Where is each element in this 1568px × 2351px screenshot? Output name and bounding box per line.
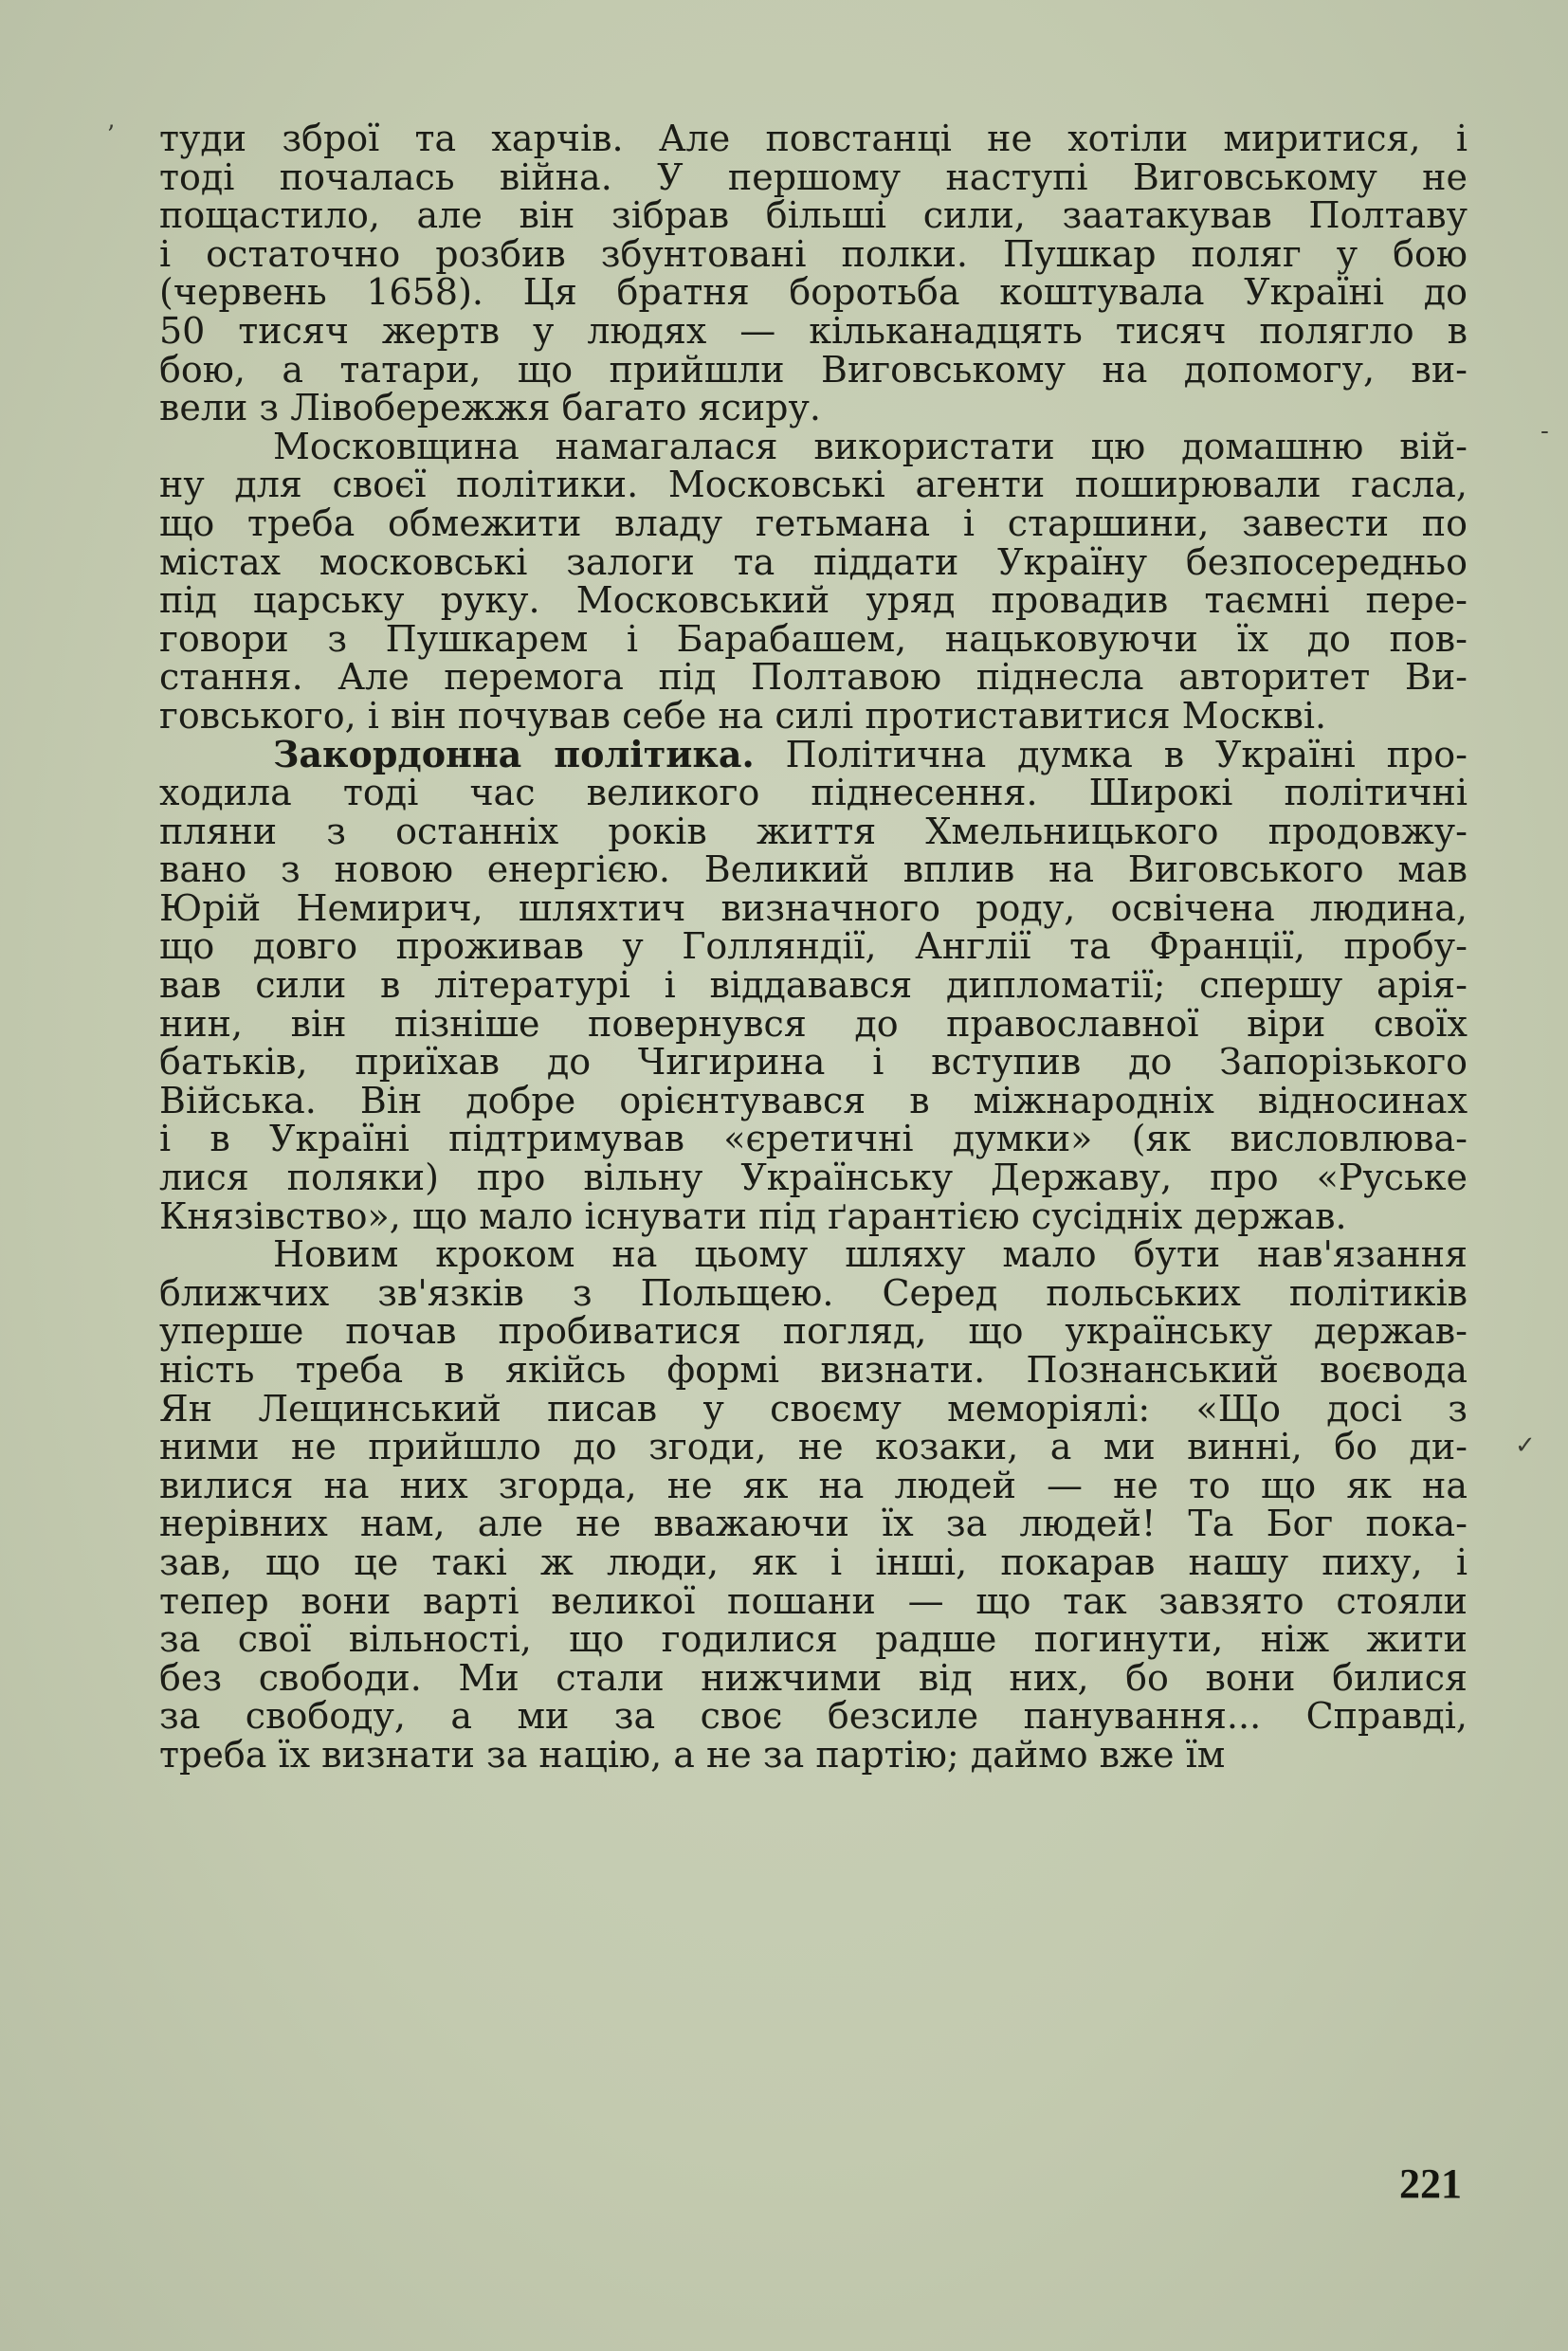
text-line: уперше почав пробиватися погляд, що українську держав- [159,1310,1468,1353]
paragraph [159,119,1468,428]
text-line: Новим кроком на цьому шляху мало бути нав'язання [273,1233,1468,1276]
text-line: ність треба в якійсь формі визнати. Познанський воєвода [159,1349,1468,1391]
text-line: ходила тоді час великого піднесення. Широкі політичні [159,772,1468,814]
text-line: пляни з останніх років життя Хмельницького продовжу- [159,810,1468,852]
text-line: Війська. Він добре орієнтувався в міжнародніх відносинах [159,1079,1468,1121]
text-line: пощастило, але він зібрав більші сили, заатакував Полтаву [159,194,1468,237]
text-line: і в Україні підтримував «єретичні думки» (як висловлюва- [159,1118,1468,1160]
text-line: що треба обмежити владу гетьмана і старшини, завести по [159,501,1468,544]
text-line: Князівство», що мало існувати під ґарантією сусідніх держав. [159,1194,1347,1237]
text-line: ну для своєї політики. Московські агенти поширювали гасла, [159,464,1468,506]
text-line: тепер вони варті великої пошани — що так завзято стояли [159,1579,1468,1622]
text-line: що довго проживав у Голляндії, Англії та Франції, пробу- [159,925,1468,968]
text-line: під царську руку. Московський уряд провадив таємні пере- [159,579,1468,622]
text-line-rest: Політична думка в Україні про- [754,733,1468,775]
text-line: вилися на них згорда, не як на людей — не то що як на [159,1464,1468,1506]
text-line: туди зброї та харчів. Але повстанці не хотіли миритися, і [159,118,1468,159]
text-line: батьків, приїхав до Чигирина і вступив до Запорізького [159,1041,1468,1084]
text-line: ближчих зв'язків з Польщею. Серед польських політиків [159,1271,1468,1314]
text-line: вели з Лівобережжя багато ясиру. [159,387,821,429]
text-line: за свободу, а ми за своє безсиле панування... Справді, [159,1695,1468,1738]
text-line: лися поляки) про вільну Українську Державу, про «Руське [159,1157,1468,1199]
text-line: стання. Але перемога під Полтавою піднесла авторитет Ви- [159,656,1468,699]
text-line: Московщина намагалася використати цю домашню вій- [273,425,1468,467]
paragraph [159,732,1468,1237]
text-line: нерівних нам, але не вважаючи їх за людей! Та Бог пока- [159,1503,1468,1545]
text-line: без свободи. Ми стали нижчими від них, бо вони билися [159,1656,1468,1699]
margin-mark: ✓ [1515,1431,1536,1460]
text-line: 50 тисяч жертв у людях — кільканадцять тисяч полягло в [159,309,1468,352]
text-line: говори з Пушкарем і Барабашем, нацьковуючи їх до пов- [159,617,1468,660]
text-line: Юрій Немирич, шляхтич визначного роду, освічена людина, [159,886,1468,929]
text-line: нин, він пізніше повернувся до православної віри своїх [159,1002,1468,1045]
text-line: містах московські залоги та піддати Україну безпосередньо [159,540,1468,583]
margin-mark: - [1541,417,1549,446]
text-line [159,732,1468,775]
text-line: (червень 1658). Ця братня боротьба коштувала Україні до [159,271,1468,314]
text-line: за свої вільності, що годилися радше погинути, ніж жити [159,1618,1468,1661]
margin-mark: ʼ [106,121,115,150]
text-line: ними не прийшло до згоди, не козаки, а ми винні, бо ди- [159,1426,1468,1468]
text-line: треба їх визнати за націю, а не за партію; даймо вже їм [159,1733,1226,1776]
text-line: і остаточно розбив збунтовані полки. Пушкар поляг у бою [159,232,1468,275]
paragraph [159,1235,1468,1774]
page-number: 221 [1399,2160,1462,2207]
text-line: тоді почалась війна. У першому наступі Виговському не [159,155,1468,198]
text-line: говського, і він почував себе на силі протиставитися Москві. [159,694,1327,737]
text-line: бою, а татари, що прийшли Виговському на допомогу, ви- [159,348,1468,391]
section-heading: Закордонна політика. [273,732,755,775]
text-line: зав, що це такі ж люди, як і інші, покарав нашу пиху, і [159,1540,1468,1583]
body-text [159,119,1468,1775]
paragraph [159,425,1468,737]
text-line: Ян Лещинський писав у своєму меморіялі: «Що досі з [159,1387,1468,1430]
text-line: вав сили в літературі і віддавався дипломатії; спершу арія- [159,964,1468,1007]
text-line: вано з новою енергією. Великий вплив на Виговського мав [159,848,1468,891]
